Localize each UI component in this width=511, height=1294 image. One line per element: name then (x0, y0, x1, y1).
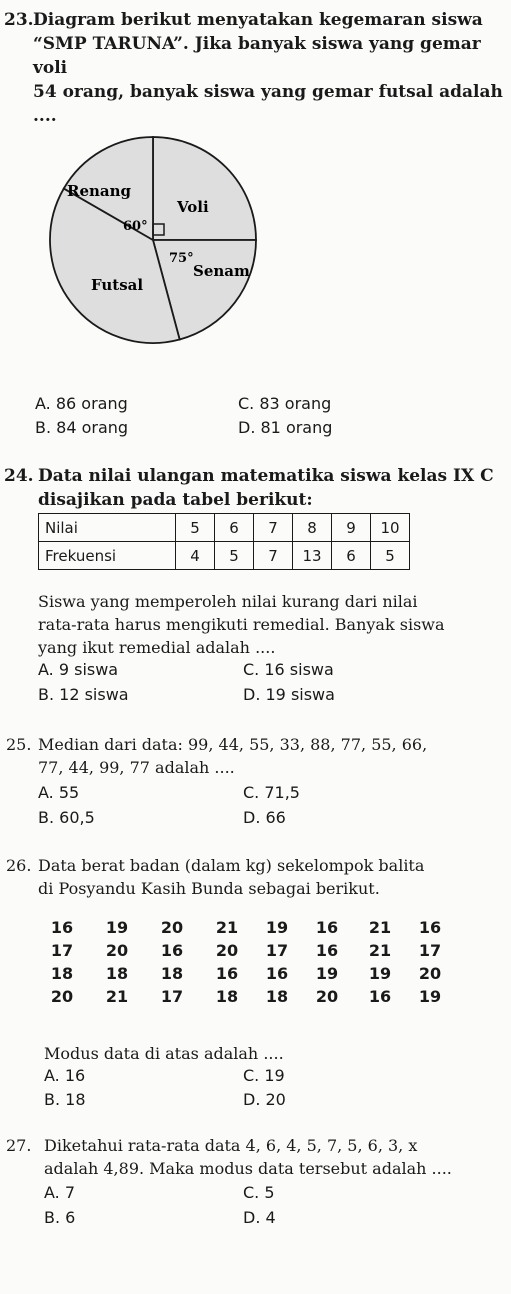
grid-value: 17 (160, 987, 184, 1006)
table-cell: 5 (215, 542, 254, 570)
grid-value: 19 (105, 918, 129, 937)
grid-value: 17 (418, 941, 442, 960)
q27-option-d[interactable]: D. 4 (243, 1208, 276, 1227)
q27-text (44, 1134, 509, 1180)
q24-option-a[interactable]: A. 9 siswa (38, 660, 119, 679)
q26-option-b[interactable]: B. 18 (44, 1090, 86, 1109)
q26-option-c[interactable]: C. 19 (243, 1066, 285, 1085)
q25-option-a[interactable]: A. 55 (38, 783, 80, 802)
q24-body (38, 590, 508, 659)
q24-body-line-2: rata-rata harus mengikuti remedial. Banyak siswa (38, 615, 445, 634)
slice-label-voli: Voli (177, 198, 209, 216)
q23-option-b[interactable]: B. 84 orang (35, 418, 129, 437)
q27-line-2: adalah 4,89. Maka modus data tersebut adalah .... (44, 1159, 452, 1178)
q25-line-2: 77, 44, 99, 77 adalah .... (38, 758, 235, 777)
q26-number: 26. (6, 856, 32, 875)
q24-option-b[interactable]: B. 12 siswa (38, 685, 129, 704)
grid-value: 18 (50, 964, 74, 983)
grid-value: 20 (418, 964, 442, 983)
grid-value: 18 (105, 964, 129, 983)
q27-line-1: Diketahui rata-rata data 4, 6, 4, 5, 7, 5, 6, 3, x (44, 1136, 418, 1155)
q24-line-2: disajikan pada tabel berikut: (38, 490, 313, 510)
grid-value: 20 (215, 941, 239, 960)
table-cell: 7 (254, 542, 293, 570)
q27-number: 27. (6, 1136, 32, 1155)
table-header-nilai: Nilai (39, 514, 176, 542)
q24-body-line-3: yang ikut remedial adalah .... (38, 638, 276, 657)
grid-value: 16 (315, 918, 339, 937)
table-cell: 8 (293, 514, 332, 542)
q24-table-row-frekuensi (39, 542, 410, 570)
pie-slice-voli (153, 137, 256, 240)
q26-text (38, 854, 508, 900)
q25-number: 25. (6, 735, 32, 754)
grid-value: 16 (315, 941, 339, 960)
table-header-frekuensi: Frekuensi (39, 542, 176, 570)
q25-option-d[interactable]: D. 66 (243, 808, 286, 827)
grid-value: 19 (265, 918, 289, 937)
table-cell: 10 (371, 514, 410, 542)
q27-option-a[interactable]: A. 7 (44, 1183, 76, 1202)
q23-line-3: 54 orang, banyak siswa yang gemar futsal adalah (33, 82, 503, 102)
q23-text (33, 8, 503, 128)
pie-slices (50, 137, 256, 343)
table-cell: 5 (371, 542, 410, 570)
grid-value: 21 (368, 941, 392, 960)
q24-option-c[interactable]: C. 16 siswa (243, 660, 334, 679)
q26-option-d[interactable]: D. 20 (243, 1090, 286, 1109)
q27-option-c[interactable]: C. 5 (243, 1183, 275, 1202)
q23-line-4: .... (33, 106, 57, 126)
q25-option-b[interactable]: B. 60,5 (38, 808, 95, 827)
q26-line-2: di Posyandu Kasih Bunda sebagai berikut. (38, 879, 380, 898)
grid-value: 20 (50, 987, 74, 1006)
slice-label-futsal: Futsal (91, 276, 144, 294)
grid-value: 21 (215, 918, 239, 937)
q23-option-c[interactable]: C. 83 orang (238, 394, 332, 413)
grid-value: 16 (50, 918, 74, 937)
q23-line-1: Diagram berikut menyatakan kegemaran siswa (33, 10, 483, 30)
table-cell: 6 (215, 514, 254, 542)
q24-table (38, 513, 410, 570)
q24-option-d[interactable]: D. 19 siswa (243, 685, 335, 704)
grid-value: 21 (368, 918, 392, 937)
grid-value: 19 (368, 964, 392, 983)
pie-chart (45, 128, 275, 368)
q24-text (38, 464, 503, 512)
slice-label-senam: Senam (193, 262, 250, 280)
grid-value: 16 (265, 964, 289, 983)
grid-value: 16 (215, 964, 239, 983)
q24-line-1: Data nilai ulangan matematika siswa kelas IX C (38, 466, 494, 486)
grid-value: 17 (265, 941, 289, 960)
grid-value: 18 (265, 987, 289, 1006)
q23-option-d[interactable]: D. 81 orang (238, 418, 333, 437)
angle-label-60: 60° (123, 219, 148, 234)
grid-value: 19 (315, 964, 339, 983)
q25-text (38, 733, 508, 779)
grid-value: 19 (418, 987, 442, 1006)
angle-label-75: 75° (169, 251, 194, 266)
table-cell: 13 (293, 542, 332, 570)
grid-value: 20 (105, 941, 129, 960)
grid-value: 18 (215, 987, 239, 1006)
q24-body-line-1: Siswa yang memperoleh nilai kurang dari nilai (38, 592, 418, 611)
grid-value: 16 (160, 941, 184, 960)
q25-line-1: Median dari data: 99, 44, 55, 33, 88, 77, 55, 66, (38, 735, 428, 754)
q26-body: Modus data di atas adalah .... (44, 1044, 284, 1063)
grid-value: 16 (368, 987, 392, 1006)
grid-value: 21 (105, 987, 129, 1006)
grid-value: 17 (50, 941, 74, 960)
table-cell: 5 (176, 514, 215, 542)
q23-line-2: “SMP TARUNA”. Jika banyak siswa yang gemar voli (33, 34, 481, 78)
q24-table-row-nilai (39, 514, 410, 542)
q24-number: 24. (4, 466, 34, 486)
table-cell: 7 (254, 514, 293, 542)
grid-value: 20 (160, 918, 184, 937)
grid-value: 18 (160, 964, 184, 983)
slice-label-renang: Renang (67, 182, 132, 200)
q26-option-a[interactable]: A. 16 (44, 1066, 86, 1085)
q25-option-c[interactable]: C. 71,5 (243, 783, 300, 802)
q23-number: 23. (4, 10, 34, 30)
q27-option-b[interactable]: B. 6 (44, 1208, 76, 1227)
q26-line-1: Data berat badan (dalam kg) sekelompok balita (38, 856, 425, 875)
table-cell: 6 (332, 542, 371, 570)
q23-option-a[interactable]: A. 86 orang (35, 394, 128, 413)
table-cell: 4 (176, 542, 215, 570)
grid-value: 20 (315, 987, 339, 1006)
grid-value: 16 (418, 918, 442, 937)
table-cell: 9 (332, 514, 371, 542)
